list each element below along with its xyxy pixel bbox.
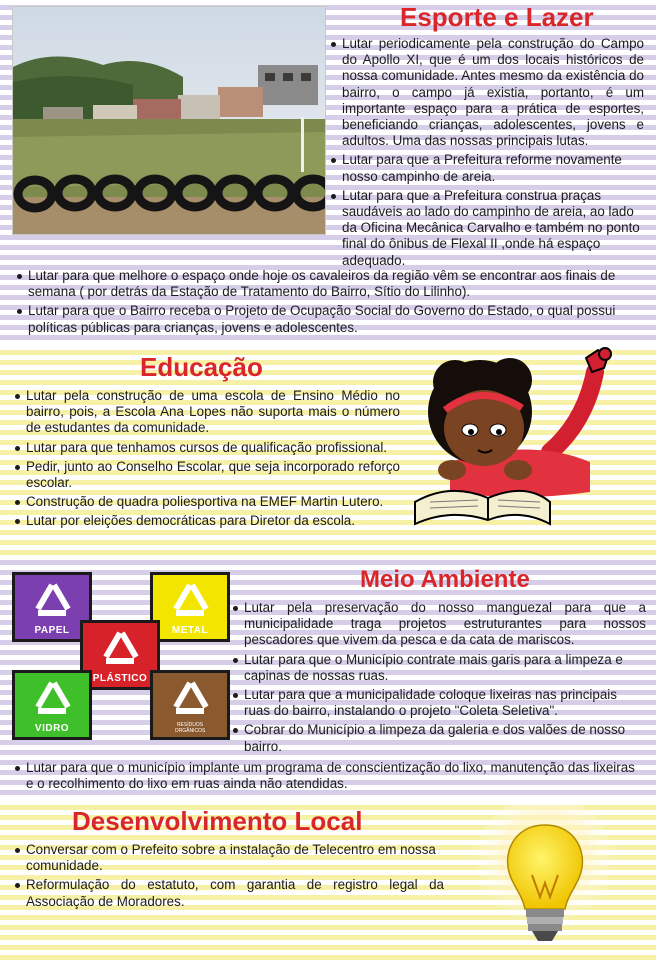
glass-recycling-bin: [12, 670, 92, 740]
glass-bin-label: VIDRO: [34, 723, 70, 734]
recycle-icon: [28, 581, 76, 623]
light-bulb-icon: [470, 805, 620, 955]
football-field-photo: [12, 6, 326, 235]
list-item: Lutar para que o município implante um programa de conscientização do lixo, manutenção das lixeiras e o recolhimento do lixo em ruas ainda não atendidas.: [14, 760, 646, 792]
meio-ambiente-list-right: [232, 600, 646, 758]
list-item: Lutar para que tenhamos cursos de qualificação profissional.: [14, 440, 400, 456]
desenvolvimento-list: [14, 842, 444, 913]
educacao-list: [14, 388, 400, 533]
list-item: Lutar para que melhore o espaço onde hoje os cavaleiros da região vêm se encontrar aos finais de semana ( por detrás da Estação de Tratamento do Bairro, Sítio do Lilinho).: [16, 268, 646, 300]
organic-bin-label: [175, 722, 206, 734]
list-item: Cobrar do Município a limpeza da galeria e dos valões de nosso bairro.: [232, 722, 646, 754]
recycle-icon: [28, 679, 76, 721]
meio-ambiente-list-full: [14, 760, 646, 795]
list-item: Construção de quadra poliesportiva na EMEF Martin Lutero.: [14, 494, 400, 510]
metal-bin-label: METAL: [171, 625, 209, 636]
list-item: Lutar para que o Município contrate mais garis para a limpeza e capinas de nossas ruas.: [232, 652, 646, 684]
desenvolvimento-title: Desenvolvimento Local: [72, 806, 363, 836]
paper-bin-label: PAPEL: [34, 625, 70, 636]
meio-ambiente-title: Meio Ambiente: [360, 566, 530, 593]
list-item: Lutar periodicamente pela construção do Campo do Apollo XI, que é um dos locais históricos de nossa comunidade. Antes mesmo da existência do bairro, o campo já existia, portanto, é um importante espaço para a prática de esportes, beneficiando crianças, adolescentes, jovens e adultos. Uma das nossas principais lutas.: [330, 36, 644, 149]
list-item: Reformulação do estatuto, com garantia de registro legal da Associação de Moradores.: [14, 877, 444, 909]
list-item: Conversar com o Prefeito sobre a instalação de Telecentro em nossa comunidade.: [14, 842, 444, 874]
esporte-title: Esporte e Lazer: [400, 2, 594, 32]
organic-bin-label-line2: ORGÂNICOS: [174, 728, 206, 734]
esporte-list-right: [330, 36, 644, 272]
recycle-icon: [166, 581, 214, 623]
esporte-list-full: [16, 268, 646, 339]
list-item: Lutar para que a Prefeitura reforme novamente nosso campinho de areia.: [330, 152, 644, 184]
list-item: Lutar por eleições democráticas para Diretor da escola.: [14, 513, 400, 529]
organic-bin-label-line1: RESÍDUOS: [176, 722, 204, 728]
girl-reading-illustration: [410, 342, 650, 542]
list-item: Lutar pela preservação do nosso manguezal para que a municipalidade traga projetos estruturantes para nossos pescadores que vivem da pesca e da cata de mariscos.: [232, 600, 646, 649]
organic-recycling-bin: [150, 670, 230, 740]
list-item: Lutar para que a municipalidade coloque lixeiras nas principais ruas do bairro, instalando o projeto "Coleta Seletiva".: [232, 687, 646, 719]
metal-recycling-bin: [150, 572, 230, 642]
list-item: Pedir, junto ao Conselho Escolar, que seja incorporado reforço escolar.: [14, 459, 400, 491]
list-item: Lutar para que a Prefeitura construa praças saudáveis ao lado do campinho de areia, ao lado da Oficina Mecânica Carvalho e também no ponto final do ônibus de Flexal II ,onde há espaço adequado.: [330, 188, 644, 269]
list-item: Lutar pela construção de uma escola de Ensino Médio no bairro, pois, a Escola Ana Lopes não suporta mais o número de estudantes da comunidade.: [14, 388, 400, 437]
list-item: Lutar para que o Bairro receba o Projeto de Ocupação Social do Governo do Estado, o qual possui políticas públicas para crianças, jovens e adolescentes.: [16, 303, 646, 335]
plastic-bin-label: PLÁSTICO: [92, 673, 148, 684]
recycle-icon: [166, 679, 214, 721]
plastic-recycling-bin: [80, 620, 160, 690]
recycle-icon: [96, 629, 144, 671]
educacao-title: Educação: [140, 352, 263, 382]
